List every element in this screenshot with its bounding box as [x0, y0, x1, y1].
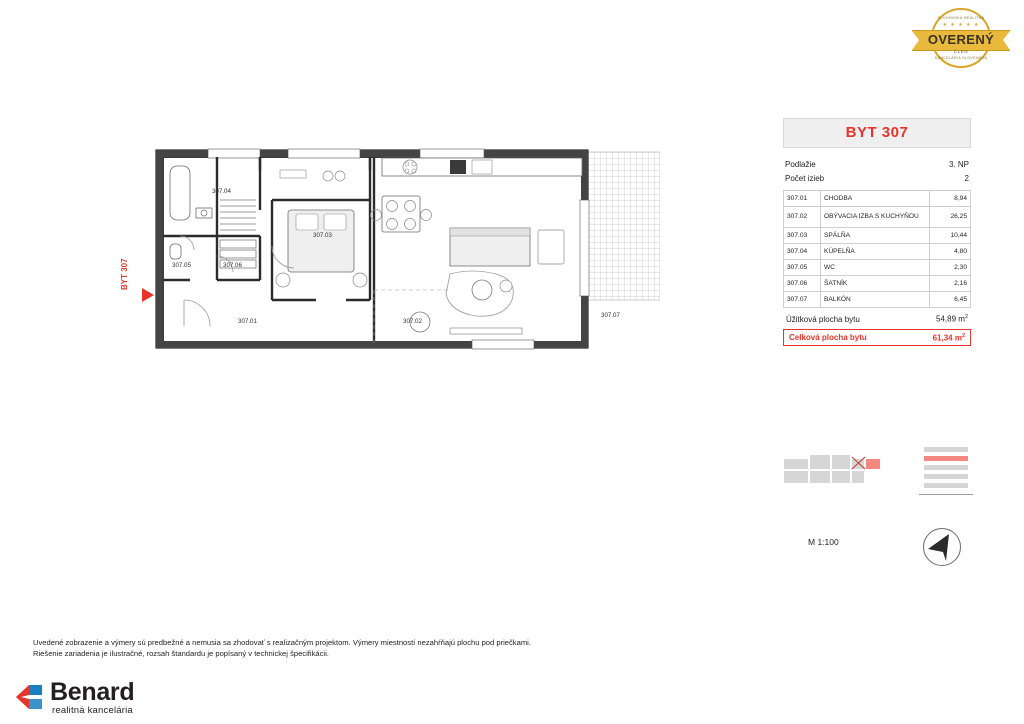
room-code-label: 307.01	[238, 318, 257, 325]
entry-arrow-icon	[142, 288, 154, 302]
badge-subtitle: ČLEN	[953, 49, 969, 54]
total-area-number: 61,34 m	[932, 333, 962, 343]
meta-row-rooms	[783, 172, 971, 186]
room-code-label: 307.03	[313, 232, 332, 239]
room-name: ŠATNÍK	[821, 276, 930, 292]
keyplan-ground-line	[919, 494, 973, 495]
room-area: 4,80	[930, 244, 971, 260]
logo-company-tagline: realitná kancelária	[52, 705, 133, 716]
room-name: OBÝVACIA IZBA S KUCHYŇOU	[821, 207, 930, 228]
total-area-label: Celková plocha bytu	[789, 333, 867, 343]
keyplan-cell	[831, 454, 851, 470]
meta-value-floor: 3. NP	[948, 160, 969, 169]
room-name: BALKÓN	[821, 292, 930, 308]
footnote-line-2: Riešenie zariadenia je ilustračné, rozsah štandardu je popísaný v technickej špecifikácii.	[33, 649, 329, 658]
keyplan-cell-highlight	[865, 458, 881, 470]
usable-area-unit: 2	[964, 314, 968, 320]
badge-stars: ★ ★ ★ ★ ★	[942, 22, 980, 28]
usable-area-number: 54,89 m	[936, 314, 965, 324]
usable-area-label: Úžitková plocha bytu	[786, 314, 860, 324]
room-area: 8,94	[930, 191, 971, 207]
floor-plan-drawing	[120, 140, 660, 360]
room-area: 2,30	[930, 260, 971, 276]
keyplan-cell	[783, 458, 809, 470]
keyplan-cell	[809, 470, 831, 484]
room-name: CHODBA	[821, 191, 930, 207]
keyplan-cell	[831, 470, 851, 484]
keyplan-band-highlight	[923, 455, 969, 462]
floor-key-plan	[783, 448, 881, 490]
room-name: SPÁLŇA	[821, 228, 930, 244]
room-code-label: 307.05	[172, 262, 191, 269]
sink-icon	[450, 160, 466, 174]
badge-title: OVERENÝ	[927, 32, 995, 47]
keyplan-band	[923, 446, 969, 453]
scale-label: M 1:100	[808, 537, 839, 547]
table-row	[784, 260, 971, 276]
room-code: 307.01	[784, 191, 821, 207]
compass-needle	[923, 528, 961, 566]
room-area: 6,45	[930, 292, 971, 308]
room-code-label: 307.07	[601, 312, 620, 319]
room-code-label: 307.02	[403, 318, 422, 325]
room-name: WC	[821, 260, 930, 276]
footnote-line-1: Uvedené zobrazenie a výmery sú predbežné a nemusia sa zhodovať s realizačným projektom. Výmery miestností nezahŕňajú plochu pod priečkami.	[33, 638, 531, 647]
keyplan-cell	[851, 470, 865, 484]
apartment-info-panel	[783, 118, 971, 346]
meta-label-rooms: Počet izieb	[785, 174, 825, 183]
room-code: 307.07	[784, 292, 821, 308]
company-logo	[16, 678, 236, 716]
room-code: 307.03	[784, 228, 821, 244]
badge-arc-top-text: SLOVENSKÁ REALITNÁ	[937, 16, 985, 20]
rooms-table	[783, 190, 971, 308]
keyplan-band	[923, 473, 969, 480]
entry-label: BYT 307	[120, 258, 129, 290]
key-plans	[783, 448, 973, 498]
room-area: 10,44	[930, 228, 971, 244]
room-name: KÚPELŇA	[821, 244, 930, 260]
room-area: 26,25	[930, 207, 971, 228]
keyplan-cell	[809, 454, 831, 470]
room-code: 307.02	[784, 207, 821, 228]
usable-area-value	[936, 314, 968, 324]
page-title: BYT 307	[783, 118, 971, 148]
apartment-meta	[783, 158, 971, 186]
bathtub-icon	[170, 166, 190, 220]
room-code-label: 307.06	[223, 262, 242, 269]
table-row	[784, 207, 971, 228]
room-area: 2,16	[930, 276, 971, 292]
total-area-value	[933, 333, 965, 343]
total-area-row	[783, 329, 971, 347]
usable-area-row	[783, 308, 971, 327]
table-row	[784, 292, 971, 308]
logo-mark-icon	[16, 683, 42, 711]
room-code: 307.04	[784, 244, 821, 260]
total-area-unit: 2	[961, 332, 965, 339]
footnote	[33, 637, 733, 659]
table-row	[784, 191, 971, 207]
keyplan-band	[923, 482, 969, 489]
room-code: 307.05	[784, 260, 821, 276]
room-code: 307.06	[784, 276, 821, 292]
keyplan-cell	[783, 470, 809, 484]
dining-table	[382, 196, 420, 232]
keyplan-band	[923, 464, 969, 471]
keyplan-marker-icon	[851, 456, 866, 470]
table-row	[784, 244, 971, 260]
table-row	[784, 228, 971, 244]
section-key-plan	[923, 444, 969, 500]
badge-arc-bottom-text: KANCELÁRIA SLOVENSKA	[934, 56, 988, 60]
compass-icon	[923, 528, 961, 566]
meta-row-floor	[783, 158, 971, 172]
room-code-label: 307.04	[212, 188, 231, 195]
meta-label-floor: Podlažie	[785, 160, 816, 169]
verified-badge	[912, 8, 1010, 70]
floor-plan	[120, 140, 660, 360]
table-row	[784, 276, 971, 292]
logo-company-name: Benard	[50, 678, 135, 706]
meta-value-rooms: 2	[964, 174, 969, 183]
